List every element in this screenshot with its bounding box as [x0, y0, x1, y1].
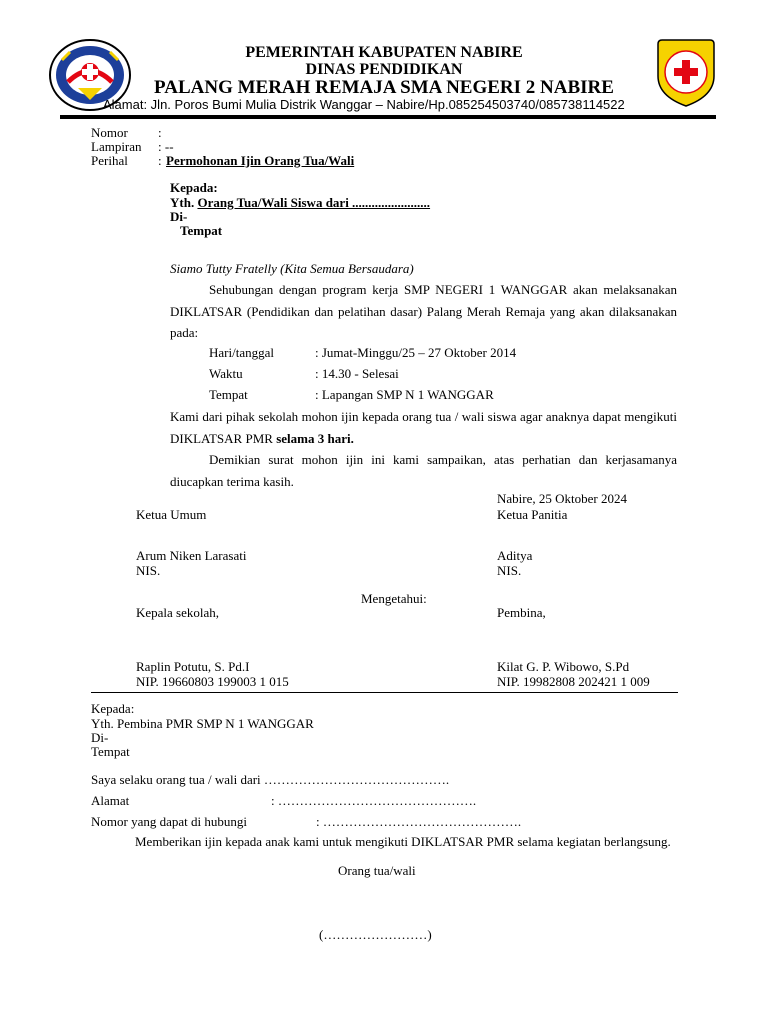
place-date: Nabire, 25 Oktober 2024	[497, 491, 627, 506]
kepada-label: Kepada:	[170, 180, 218, 195]
mengetahui-label: Mengetahui:	[361, 591, 427, 606]
paragraph-2-bold: selama 3 hari.	[276, 430, 354, 446]
pembina-name: Kilat G. P. Wibowo, S.Pd	[497, 659, 630, 674]
ketua-panitia-name: Aditya	[497, 548, 533, 563]
perihal-value: Permohonan Ijin Orang Tua/Wali	[166, 153, 355, 168]
ketua-umum-name: Arum Niken Larasati	[136, 548, 247, 563]
header-line-2: DINAS PENDIDIKAN	[305, 61, 463, 78]
yth-prefix: Yth.	[170, 195, 198, 210]
yth-line	[170, 195, 430, 211]
header-rule	[60, 115, 716, 119]
ketua-panitia-nis: NIS.	[497, 563, 522, 578]
reply-nomor-value: : ……………………………………….	[316, 814, 522, 829]
pembina-nip: NIP. 19982808 202421 1 009	[497, 674, 650, 689]
paragraph-3	[170, 449, 677, 492]
detail-value-1: : Jumat-Minggu/25 – 27 Oktober 2014	[315, 345, 517, 360]
pmr-indonesia-logo	[654, 38, 718, 108]
reply-kepada: Kepada:	[91, 701, 135, 716]
reply-alamat-value: : ……………………………………….	[271, 793, 477, 808]
header-address: Alamat: Jln. Poros Bumi Mulia Distrik Wanggar – Nabire/Hp.085254503740/085738114522	[103, 97, 625, 112]
reply-line-1: Saya selaku orang tua / wali dari …………………………………….	[91, 772, 450, 787]
di-label: Di-	[170, 209, 188, 224]
reply-nomor-label: Nomor yang dapat di hubungi	[91, 814, 247, 829]
reply-di: Di-	[91, 730, 109, 745]
paragraph-2-text: Kami dari pihak sekolah mohon ijin kepada orang tua / wali siswa agar anaknya dapat mengikuti DIKLATSAR PMR	[170, 409, 677, 446]
ketua-panitia-title: Ketua Panitia	[497, 507, 568, 522]
paragraph-3-text: Demikian surat mohon ijin ini kami sampaikan, atas perhatian dan kerjasamanya diucapkan terima kasih.	[170, 452, 677, 489]
lampiran-value: : --	[158, 139, 174, 154]
pembina-title: Pembina,	[497, 605, 546, 620]
lampiran-label: Lampiran	[91, 139, 142, 154]
reply-closing: Orang tua/wali	[338, 863, 416, 878]
detail-value-2: : 14.30 - Selesai	[315, 366, 399, 381]
reply-statement-text: Memberikan ijin kepada anak kami untuk mengikuti DIKLATSAR PMR selama kegiatan berlangsung.	[135, 834, 671, 849]
perihal-label: Perihal	[91, 153, 128, 168]
kepala-sekolah-nip: NIP. 19660803 199003 1 015	[136, 674, 289, 689]
paragraph-2	[170, 406, 677, 449]
kepala-sekolah-title: Kepala sekolah,	[136, 605, 220, 620]
greeting: Siamo Tutty Fratelly (Kita Semua Bersaudara)	[170, 261, 414, 276]
reply-yth: Yth. Pembina PMR SMP N 1 WANGGAR	[91, 716, 314, 731]
detail-label-1: Hari/tanggal	[209, 345, 274, 360]
reply-statement	[91, 835, 677, 850]
paragraph-1-text: Sehubungan dengan program kerja SMP NEGERI 1 WANGGAR akan melaksanakan DIKLATSAR (Pendidikan dan pelatihan dasar) Palang Merah Remaja yang akan dilaksanakan pada:	[170, 282, 677, 340]
nomor-label: Nomor	[91, 125, 128, 140]
header-line-3: PALANG MERAH REMAJA SMA NEGERI 2 NABIRE	[154, 77, 614, 98]
reply-tempat: Tempat	[91, 744, 130, 759]
header-line-1: PEMERINTAH KABUPATEN NABIRE	[245, 44, 523, 61]
paragraph-1	[170, 279, 677, 344]
detail-value-3: : Lapangan SMP N 1 WANGGAR	[315, 387, 494, 402]
reply-alamat-label: Alamat	[91, 793, 130, 808]
reply-signature-line: (……………………)	[319, 927, 432, 942]
kepala-sekolah-name: Raplin Potutu, S. Pd.I	[136, 659, 250, 674]
ketua-umum-title: Ketua Umum	[136, 507, 207, 522]
nomor-value: :	[158, 125, 162, 140]
detail-label-2: Waktu	[209, 366, 243, 381]
cut-line	[91, 692, 678, 693]
perihal-colon: :	[158, 153, 162, 168]
ketua-umum-nis: NIS.	[136, 563, 161, 578]
tempat-label: Tempat	[180, 223, 223, 238]
detail-label-3: Tempat	[209, 387, 248, 402]
yth-value: Orang Tua/Wali Siswa dari ........................	[197, 195, 431, 210]
